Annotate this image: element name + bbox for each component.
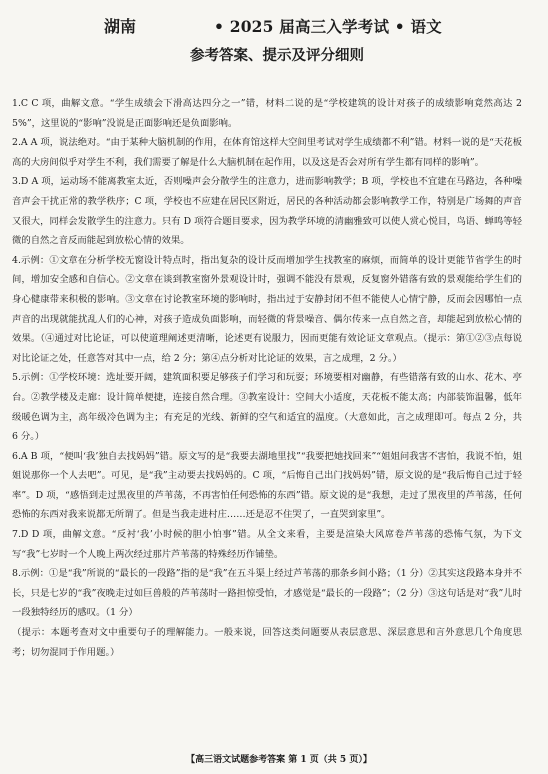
answer-item-4: 4.示例：①文章在分析学校无窗设计特点时，指出复杂的设计反而增加学生找教室的麻烦，而简单的设计更能节省学生的时间，增加安全感和自信心。②文章在谈到教室窗外景观设计时，强调不能没有景观，反复窗外错落有致的景观能给学生们的身心健康带来积极的影响。③文章在讨论教室环境的影响时，指出过于安静封闭不但不能使人心情宁静，反而会因哪怕一点声音的出现就能扰乱人们的心神，对孩子造成负面影响，而轻微的背景噪音、偶尔传来一点自然之音，却能起到放松心情的效果。（④通过对比论证，可以使道理阐述更清晰，论述更有说服力，因而更能有效论证文章观点。（提示：第①②③点每说对比论证之处，任意答对其中一点，给 2 分；第④点分析对比论证的效果，言之成理，2 分。） bbox=[12, 254, 522, 364]
header bbox=[12, 14, 522, 36]
answer-item-2: 2.A A 项，说法绝对。“由于某种大脑机制的作用，在体育馆这样大空间里考试对学生成绩都不利”错。材料一说的是“天花板高的大房间似乎对学生不利，我们需要了解是什么大脑机制在起作用，以及这是否会对所有学生都有同样的影响”。 bbox=[12, 137, 522, 168]
answer-item-8: 8.示例：①是“我”所说的“最长的一段路”指的是“我”在五斗渠上经过芦苇荡的那条乡间小路；（1 分）②其实这段路本身并不长，只是七岁的“我”夜晚走过如巨兽般的芦苇荡时一路担惊受怕，才感觉是“最长的一段路”；（2 分）③这句话是对“我”儿时一段独特经历的感叹。（1 分） bbox=[12, 568, 522, 619]
answer-item-1: 1.C C 项，曲解文意。“学生成绩会下滑高达四分之一”错，材料二说的是“学校建筑的设计对孩子的成绩影响竟然高达 25%”，这里说的“影响”没说是正面影响还是负面影响。 bbox=[12, 98, 522, 129]
exam-title: • 2025 届高三入学考试 • 语文 bbox=[214, 17, 442, 36]
answer-list bbox=[12, 94, 522, 662]
answer-item-7: 7.D D 项，曲解文意。“反衬‘我’小时候的胆小怕事”错。从全文来看，主要是渲染大风席卷芦苇荡的恐怖气氛，为下文写“我”七岁时一个人晚上两次经过那片芦苇荡的特殊经历作铺垫。 bbox=[12, 529, 522, 560]
page-footer: 【高三语文试题参考答案 第 1 页（共 5 页）】 bbox=[186, 755, 372, 765]
answer-item-3: 3.D A 项，运动场不能离教室太近，否则噪声会分散学生的注意力，进而影响教学；B 项，学校也不宜建在马路边，各种噪音声会干扰正常的教学秩序；C 项，学校也不应建在居民区附近，居民的各种活动都会影响教学工作，特别是广场舞的声音又很大，同样会发散学生的注意力。只有 D 项符合题目要求，因为教学环境的清幽雅致可以使人赏心悦目，鸟语、蝉鸣等轻微的自然之音反而能起到放松心情的效果。 bbox=[12, 176, 522, 247]
answer-hint: （提示：本题考查对文中重要句子的理解能力。一般来说，回答这类问题要从表层意思、深层意思和言外意思几个角度思考；切勿混同于作用题。） bbox=[12, 627, 522, 658]
answer-item-6: 6.A B 项，“便叫‘我’独自去找妈妈”错。原文写的是“我要去湖地里找”“我要把她找回来”“姐姐问我害不害怕，我说不怕，姐姐说那你一个人去吧”。可见，是“我”主动要去找妈妈的。C 项，“后悔自己出门找妈妈”错，原文说的是“我后悔自己过于轻率”。D 项，“感悟到走过黑夜里的芦苇荡，不再害怕任何恐怖的东西”错。原文说的是“我想，走过了黑夜里的芦苇荡，任何恐怖的东西对我来说都无所谓了。但是当我走进村庄……还是忍不住哭了，一直哭到家里”。 bbox=[12, 450, 522, 521]
page-subtitle: 参考答案、提示及评分细则 bbox=[190, 47, 364, 64]
region-label: 湖南 bbox=[104, 17, 137, 36]
answer-item-5: 5.示例：①学校环境：选址要开阔，建筑面积要足够孩子们学习和玩耍；环境要相对幽静，有些错落有致的山水、花木、亭台。②教学楼及走廊：设计简单便捷，连接自然合理。③教室设计：空间大小适度，天花板不能太高；内部装饰温馨，低年级暖色调为主，高年级冷色调为主；有充足的光线、新鲜的空气和适宜的温度。（大意如此，言之成理即可。每点 2 分，共 6 分。） bbox=[12, 372, 522, 443]
